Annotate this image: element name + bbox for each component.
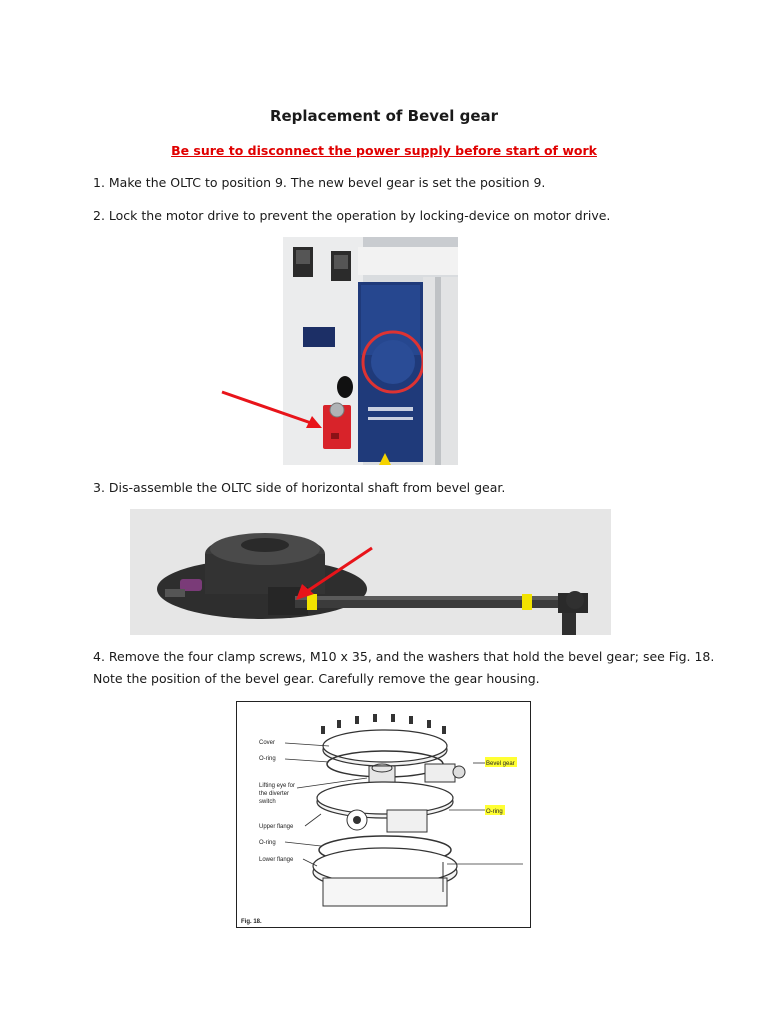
- step-4: 4. Remove the four clamp screws, M10 x 35, and the washers that hold the bevel gear; see Fig. 18.: [93, 649, 715, 664]
- lock-pointer-arrow: [218, 388, 328, 436]
- label-lower-flange: Lower flange: [259, 857, 294, 863]
- safety-warning: [0, 143, 768, 158]
- step-1: 1. Make the OLTC to position 9. The new bevel gear is set the position 9.: [93, 175, 546, 190]
- label-o-ring-top: O-ring: [259, 756, 276, 762]
- shaft-pointer-arrow: [288, 544, 378, 604]
- label-upper-flange: Upper flange: [259, 824, 294, 830]
- step-3: 3. Dis-assemble the OLTC side of horizontal shaft from bevel gear.: [93, 480, 506, 495]
- label-o-ring-right: O-ring: [486, 809, 503, 815]
- step-4-note: Note the position of the bevel gear. Carefully remove the gear housing.: [93, 671, 540, 686]
- figure-caption: Fig. 18.: [241, 919, 262, 925]
- exploded-view-diagram: [237, 702, 530, 927]
- figure-18: [236, 701, 531, 928]
- label-lifting-eye-1: Lifting eye for: [259, 783, 296, 789]
- label-o-ring-lower: O-ring: [259, 840, 276, 846]
- label-lifting-eye-3: switch: [259, 799, 276, 805]
- step-2: 2. Lock the motor drive to prevent the operation by locking-device on motor drive.: [93, 208, 611, 223]
- page-title: Replacement of Bevel gear: [269, 107, 499, 125]
- label-bevel-gear: Bevel gear: [486, 761, 515, 767]
- label-lifting-eye-2: the diverter: [259, 791, 290, 797]
- label-cover: Cover: [259, 740, 276, 746]
- safety-warning-text: Be sure to disconnect the power supply before start of work: [171, 143, 597, 158]
